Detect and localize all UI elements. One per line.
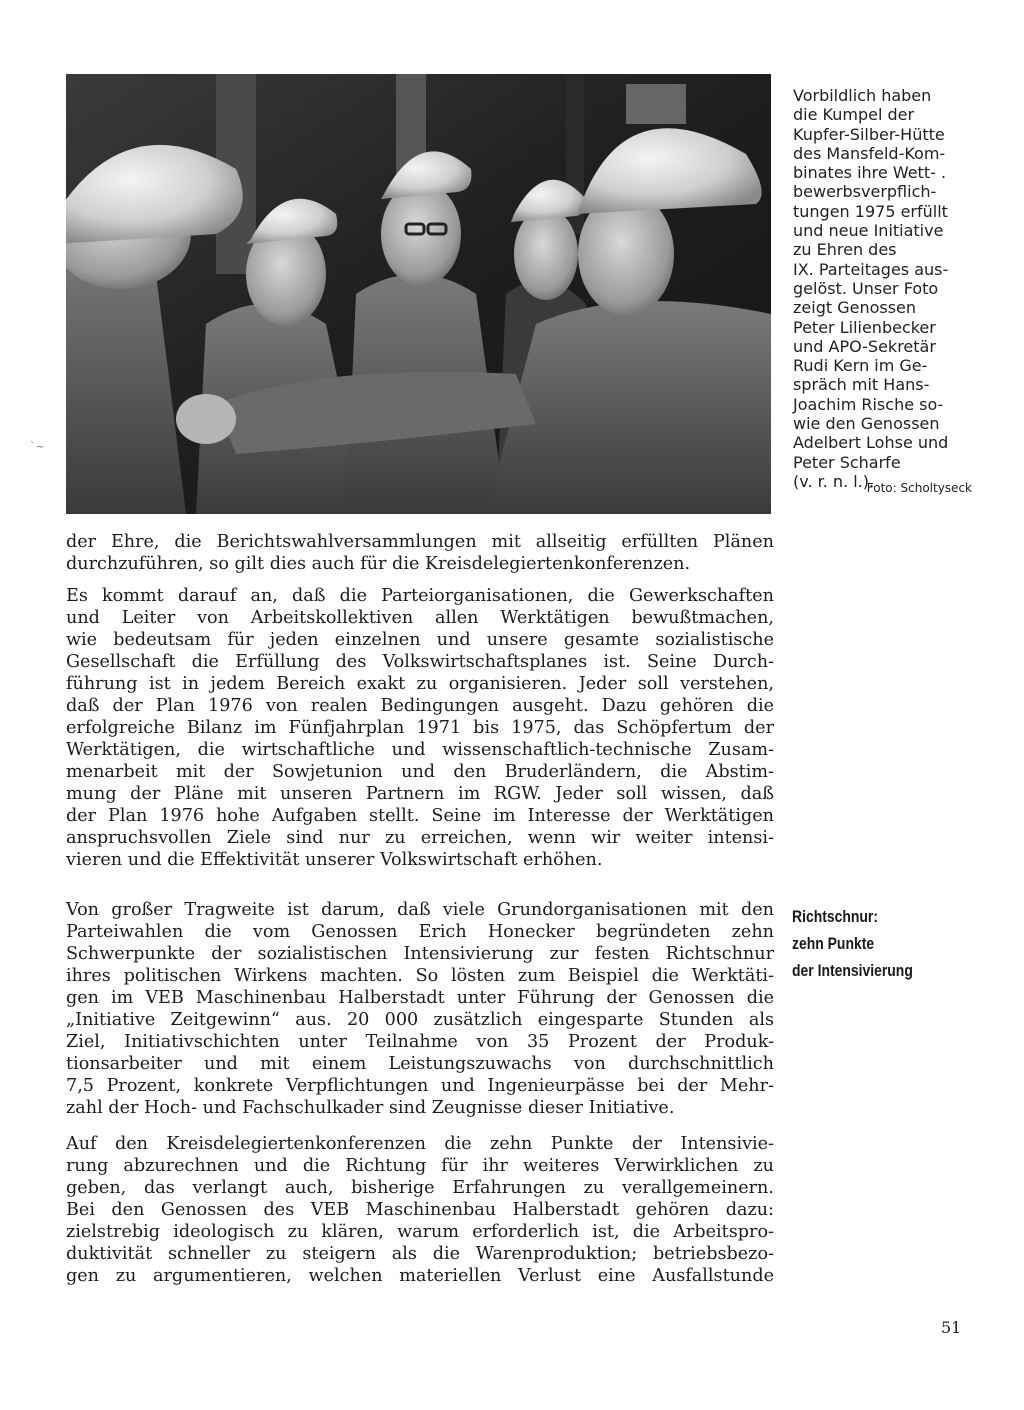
text-line: anspruchsvollen Ziele sind nur zu erreichen, wenn wir weiter intensi- (66, 828, 774, 848)
caption-line: Peter Lilienbecker (793, 317, 936, 337)
caption-line: gelöst. Unser Foto (793, 278, 939, 298)
text-line: ihres politischen Wirkens machten. So lösten zum Beispiel die Werktäti- (66, 966, 774, 986)
caption-line: bewerbsverpflich- (793, 182, 937, 202)
page-number: 51 (941, 1318, 962, 1337)
caption-line: zeigt Genossen (793, 298, 917, 318)
caption-line: und APO-Sekretär (793, 336, 936, 356)
heading-line: zehn Punkte (792, 934, 875, 953)
text-line: mung der Pläne mit unseren Partnern im RGW. Jeder soll wissen, daß (66, 784, 774, 804)
caption-line: und neue Initiative (793, 221, 944, 241)
text-line: menarbeit mit der Sowjetunion und den Bruderländern, die Abstim- (66, 762, 774, 782)
text-line: Schwerpunkte der sozialistischen Intensivierung zur festen Richtschnur (66, 944, 774, 964)
scan-mark: `~ (30, 440, 45, 453)
text-line: wie bedeutsam für jeden einzelnen und unsere gesamte sozialistische (66, 630, 774, 650)
heading-line: der Intensivierung (792, 961, 913, 980)
text-line: gen zu argumentieren, welchen materiellen Verlust eine Ausfallstunde (66, 1266, 774, 1286)
text-line: gen im VEB Maschinenbau Halberstadt unter Führung der Genossen die (66, 988, 774, 1008)
text-line: zahl der Hoch- und Fachschulkader sind Zeugnisse dieser Initiative. (66, 1098, 675, 1118)
text-line: duktivität schneller zu steigern als die Warenproduktion; betriebsbezo- (66, 1244, 774, 1264)
text-line: erfolgreiche Bilanz im Fünfjahrplan 1971 bis 1975, das Schöpfertum der (66, 718, 774, 738)
text-line: der Plan 1976 hohe Aufgaben stellt. Seine im Interesse der Werktätigen (66, 806, 774, 826)
text-line: Parteiwahlen die vom Genossen Erich Honecker begründeten zehn (66, 922, 774, 942)
text-line: Ziel, Initiativschichten unter Teilnahme von 35 Prozent der Produk- (66, 1032, 774, 1052)
caption-line: Adelbert Lohse und (793, 433, 949, 453)
text-line: der Ehre, die Berichtswahlversammlungen mit allseitig erfüllten Plänen (66, 532, 774, 552)
text-line: Werktätigen, die wirtschaftliche und wissenschaftlich-technische Zusam- (66, 740, 774, 760)
margin-heading (792, 903, 940, 984)
caption-line: spräch mit Hans- (793, 375, 930, 395)
paragraph-3 (66, 899, 774, 1119)
caption-line: Joachim Rische so- (793, 394, 944, 414)
text-line: Gesellschaft die Erfüllung des Volkswirtschaftsplanes ist. Seine Durch- (66, 652, 774, 672)
text-line: Auf den Kreisdelegiertenkonferenzen die zehn Punkte der Intensivie- (66, 1134, 774, 1154)
caption-line: Rudi Kern im Ge- (793, 356, 928, 376)
caption-line: zu Ehren des (793, 240, 897, 260)
caption-line: des Mansfeld-Kom- (793, 143, 946, 163)
caption-line: die Kumpel der (793, 105, 915, 125)
caption-line: wie den Genossen (793, 414, 940, 434)
text-line: durchzuführen, so gilt dies auch für die Kreisdelegiertenkonferenzen. (66, 554, 691, 574)
paragraph-4 (66, 1133, 774, 1287)
text-line: Bei den Genossen des VEB Maschinenbau Halberstadt gehören dazu: (66, 1200, 774, 1220)
caption-line: Peter Scharfe (793, 452, 901, 472)
paragraph-1 (66, 531, 774, 575)
text-line: rung abzurechnen und die Richtung für ihr weiteres Verwirklichen zu (66, 1156, 774, 1176)
caption-line: IX. Parteitages aus- (793, 259, 949, 279)
paragraph-2 (66, 585, 774, 871)
text-line: und Leiter von Arbeitskollektiven allen Werktätigen bewußtmachen, (66, 608, 774, 628)
caption-line: binates ihre Wett- . (793, 163, 947, 183)
photo-caption (793, 86, 983, 491)
caption-line: Vorbildlich haben (793, 86, 932, 105)
photo-credit: Foto: Scholtyseck (866, 481, 972, 495)
text-line: vieren und die Effektivität unserer Volkswirtschaft erhöhen. (66, 850, 603, 870)
heading-line: Richtschnur: (792, 907, 878, 926)
text-line: Es kommt darauf an, daß die Parteiorganisationen, die Gewerkschaften (66, 586, 774, 606)
text-line: zielstrebig ideologisch zu klären, warum erforderlich ist, die Arbeitspro- (66, 1222, 774, 1242)
text-line: geben, das verlangt auch, bisherige Erfahrungen zu verallgemeinern. (66, 1178, 774, 1198)
caption-line: (v. r. n. l.). (793, 471, 875, 491)
text-line: 7,5 Prozent, konkrete Verpflichtungen und Ingenieurpässe bei der Mehr- (66, 1076, 774, 1096)
text-line: Von großer Tragweite ist darum, daß viele Grundorganisationen mit den (66, 900, 774, 920)
text-line: daß der Plan 1976 von realen Bedingungen ausgeht. Dazu gehören die (66, 696, 774, 716)
photo-miners (66, 74, 771, 514)
caption-line: Kupfer-Silber-Hütte (793, 124, 945, 144)
caption-line: tungen 1975 erfüllt (793, 201, 948, 221)
text-line: „Initiative Zeitgewinn“ aus. 20 000 zusätzlich eingesparte Stunden als (66, 1010, 774, 1030)
photo-image (66, 74, 771, 514)
text-line: tionsarbeiter und mit einem Leistungszuwachs von durchschnittlich (66, 1054, 774, 1074)
text-line: führung ist in jedem Bereich exakt zu organisieren. Jeder soll verstehen, (66, 674, 774, 694)
